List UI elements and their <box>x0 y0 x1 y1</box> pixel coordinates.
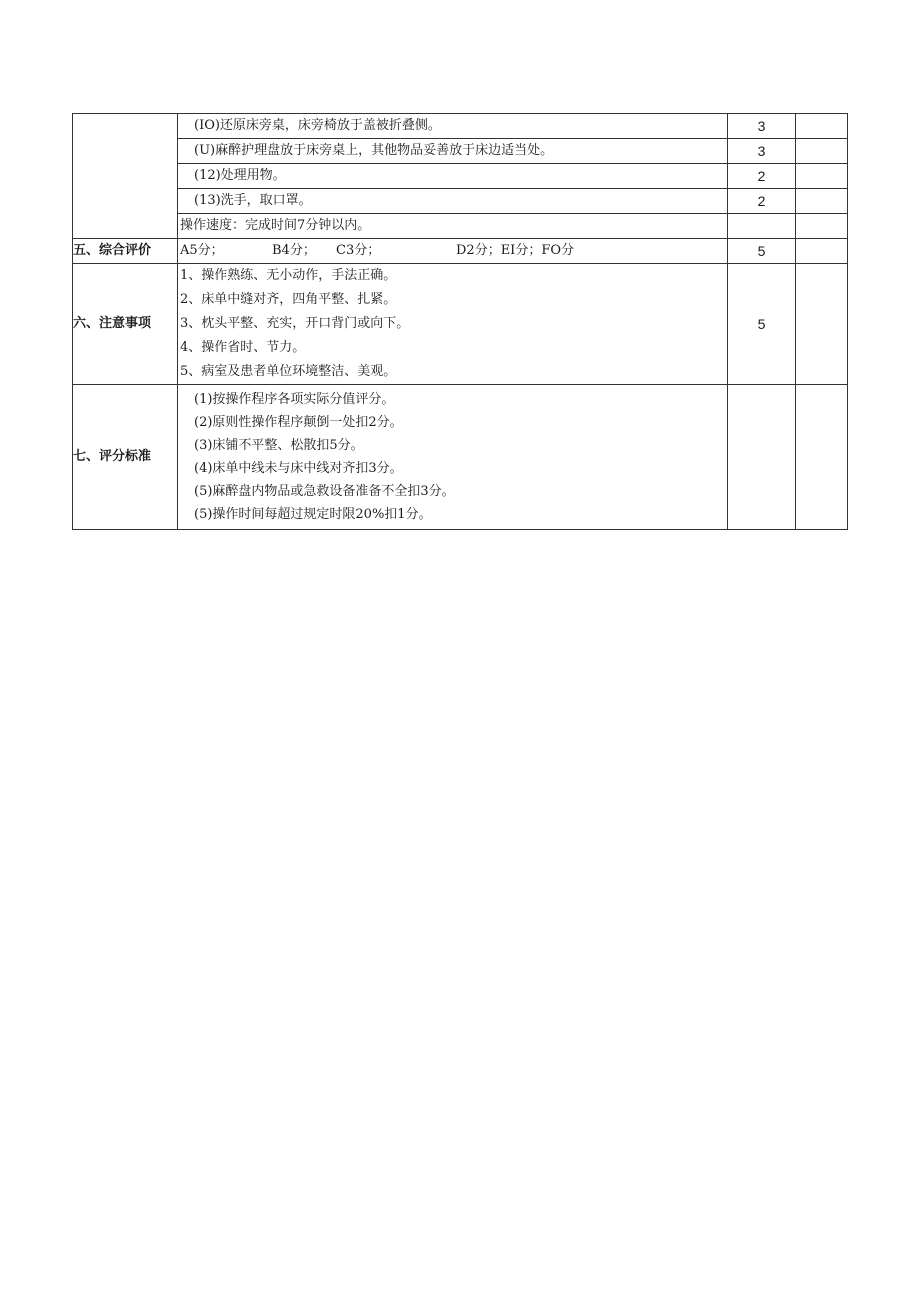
row-deduction <box>796 189 848 214</box>
row-score: 2 <box>728 189 796 214</box>
section5-label: 五、综合评价 <box>73 239 178 264</box>
standard-item: (2)原则性操作程序颠倒一处扣2分。 <box>194 415 403 430</box>
section7-label: 七、评分标准 <box>73 385 178 530</box>
row-content: (13)洗手，取口罩。 <box>178 189 728 214</box>
row-deduction <box>796 114 848 139</box>
table-row <box>73 114 848 139</box>
section7-deduction <box>796 385 848 530</box>
section5-content <box>178 239 728 264</box>
section5-deduction <box>796 239 848 264</box>
section7-score <box>728 385 796 530</box>
row-deduction <box>796 214 848 239</box>
standard-item: (3)床铺不平整、松散扣5分。 <box>194 438 364 453</box>
table-row <box>73 139 848 164</box>
eval-item-a: A5分； <box>180 243 224 258</box>
row-content: 操作速度：完成时间7分钟以内。 <box>178 214 728 239</box>
row-score: 3 <box>728 114 796 139</box>
scoring-table <box>72 113 848 530</box>
section5-score: 5 <box>728 239 796 264</box>
section6-deduction <box>796 264 848 385</box>
category-cell-blank <box>73 114 178 239</box>
eval-item-c: C3分； <box>336 243 381 258</box>
standard-item: (5)操作时间每超过规定时限20%扣1分。 <box>194 507 432 522</box>
row-score: 3 <box>728 139 796 164</box>
standard-item: (4)床单中线未与床中线对齐扣3分。 <box>194 461 403 476</box>
row-score <box>728 214 796 239</box>
note-item: 3、枕头平整、充实，开口背门或向下。 <box>180 316 410 331</box>
row-content: (12)处理用物。 <box>178 164 728 189</box>
section6-content <box>178 264 728 385</box>
row-content: (U)麻醉护理盘放于床旁桌上，其他物品妥善放于床边适当处。 <box>178 139 728 164</box>
table-row <box>73 214 848 239</box>
note-item: 5、病室及患者单位环境整洁、美观。 <box>180 364 397 379</box>
note-item: 1、操作熟练、无小动作，手法正确。 <box>180 268 397 283</box>
table-row <box>73 189 848 214</box>
row-content: (IO)还原床旁桌，床旁椅放于盖被折叠侧。 <box>178 114 728 139</box>
table-row-section7 <box>73 385 848 530</box>
standard-item: (5)麻醉盘内物品或急救设备准备不全扣3分。 <box>194 484 455 499</box>
row-deduction <box>796 164 848 189</box>
eval-item-def: D2分；EI分；FO分 <box>456 243 574 258</box>
section7-content <box>178 385 728 530</box>
note-item: 2、床单中缝对齐，四角平整、扎紧。 <box>180 292 397 307</box>
row-score: 2 <box>728 164 796 189</box>
table-row <box>73 164 848 189</box>
standard-item: (1)按操作程序各项实际分值评分。 <box>194 392 395 407</box>
note-item: 4、操作省时、节力。 <box>180 340 306 355</box>
eval-item-b: B4分； <box>272 243 316 258</box>
section6-score: 5 <box>728 264 796 385</box>
section6-label: 六、注意事项 <box>73 264 178 385</box>
table-row-section6 <box>73 264 848 385</box>
table-row-section5 <box>73 239 848 264</box>
row-deduction <box>796 139 848 164</box>
